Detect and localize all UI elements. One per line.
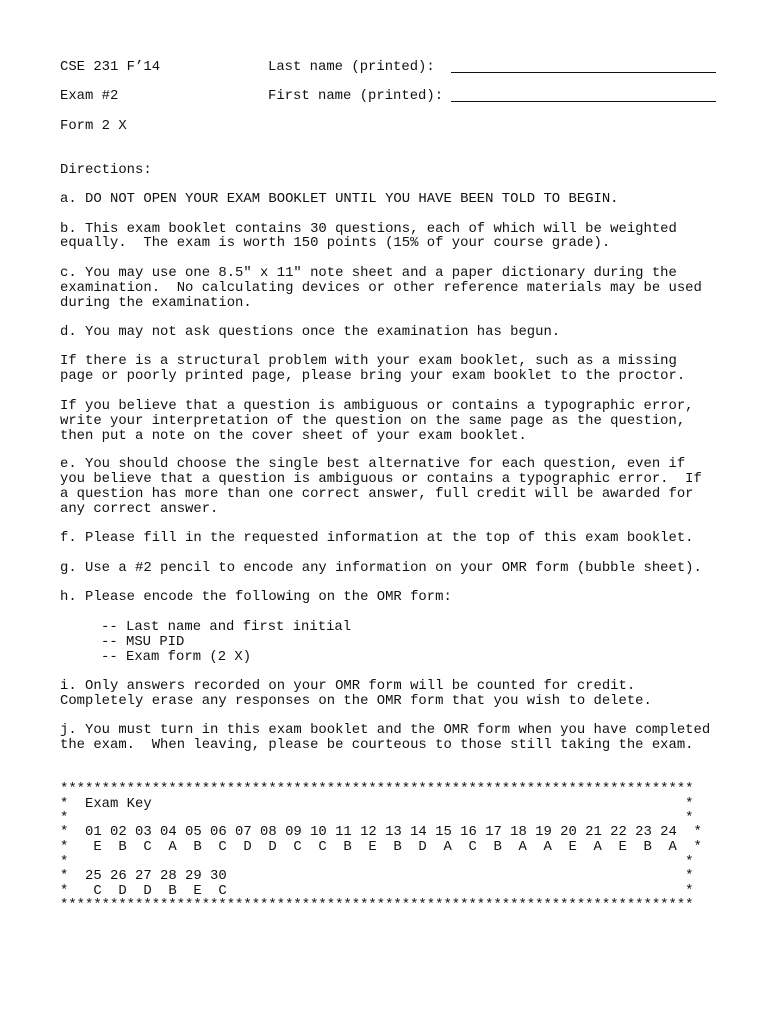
structural-problem-line: If there is a structural problem with your exam booklet, such as a missing — [60, 353, 677, 369]
exam-key-answers: * C D D B E C * — [60, 883, 694, 899]
last-name-label: Last name (printed): — [268, 59, 435, 75]
exam-key-question-numbers: * 25 26 27 28 29 30 * — [60, 868, 694, 884]
direction-g-line: g. Use a #2 pencil to encode any information on your OMR form (bubble sheet). — [60, 560, 702, 576]
direction-e-line: a question has more than one correct answer, full credit will be awarded for — [60, 486, 694, 502]
first-name-label: First name (printed): — [268, 88, 444, 104]
direction-e-line: any correct answer. — [60, 501, 219, 517]
omr-encode-item: -- MSU PID — [101, 634, 185, 650]
direction-j-line: the exam. When leaving, please be courteous to those still taking the exam. — [60, 737, 694, 753]
direction-a-line: a. DO NOT OPEN YOUR EXAM BOOKLET UNTIL YOU HAVE BEEN TOLD TO BEGIN. — [60, 191, 619, 207]
exam-key-answers: * E B C A B C D D C C B E B D A C B A A E A E B A * — [60, 839, 702, 855]
exam-number-label: Exam #2 — [60, 88, 119, 104]
exam-key-question-numbers: * 01 02 03 04 05 06 07 08 09 10 11 12 13 14 15 16 17 18 19 20 21 22 23 24 * — [60, 824, 702, 840]
omr-encode-item: -- Exam form (2 X) — [101, 649, 252, 665]
exam-key-title: * Exam Key * — [60, 796, 694, 812]
direction-e-line: e. You should choose the single best alternative for each question, even if — [60, 456, 686, 472]
direction-e-line: you believe that a question is ambiguous or contains a typographic error. If — [60, 471, 702, 487]
last-name-blank[interactable] — [451, 72, 716, 73]
direction-d-line: d. You may not ask questions once the examination has begun. — [60, 324, 561, 340]
direction-c-line: c. You may use one 8.5" x 11" note sheet and a paper dictionary during the — [60, 265, 677, 281]
direction-j-line: j. You must turn in this exam booklet and the OMR form when you have completed — [60, 722, 711, 738]
direction-c-line: examination. No calculating devices or other reference materials may be used — [60, 280, 702, 296]
exam-key-border-bottom: **************************************************************************** — [60, 897, 694, 913]
direction-i-line: Completely erase any responses on the OMR form that you wish to delete. — [60, 693, 652, 709]
ambiguous-question-line: then put a note on the cover sheet of your exam booklet. — [60, 428, 527, 444]
exam-key-blank-row: * * — [60, 810, 694, 826]
exam-key-blank-row: * * — [60, 854, 694, 870]
form-label: Form 2 X — [60, 118, 127, 134]
direction-f-line: f. Please fill in the requested information at the top of this exam booklet. — [60, 530, 694, 546]
direction-b-line: b. This exam booklet contains 30 questions, each of which will be weighted — [60, 221, 677, 237]
structural-problem-line: page or poorly printed page, please bring your exam booklet to the proctor. — [60, 368, 686, 384]
direction-b-line: equally. The exam is worth 150 points (15% of your course grade). — [60, 235, 611, 251]
ambiguous-question-line: write your interpretation of the question on the same page as the question, — [60, 413, 686, 429]
direction-i-line: i. Only answers recorded on your OMR form will be counted for credit. — [60, 678, 636, 694]
direction-h-line: h. Please encode the following on the OMR form: — [60, 589, 452, 605]
first-name-blank[interactable] — [451, 101, 716, 102]
exam-key-border-top: **************************************************************************** — [60, 781, 694, 797]
direction-c-line: during the examination. — [60, 295, 252, 311]
omr-encode-item: -- Last name and first initial — [101, 619, 352, 635]
ambiguous-question-line: If you believe that a question is ambiguous or contains a typographic error, — [60, 398, 694, 414]
directions-title: Directions: — [60, 162, 152, 178]
course-label: CSE 231 F’14 — [60, 59, 161, 75]
